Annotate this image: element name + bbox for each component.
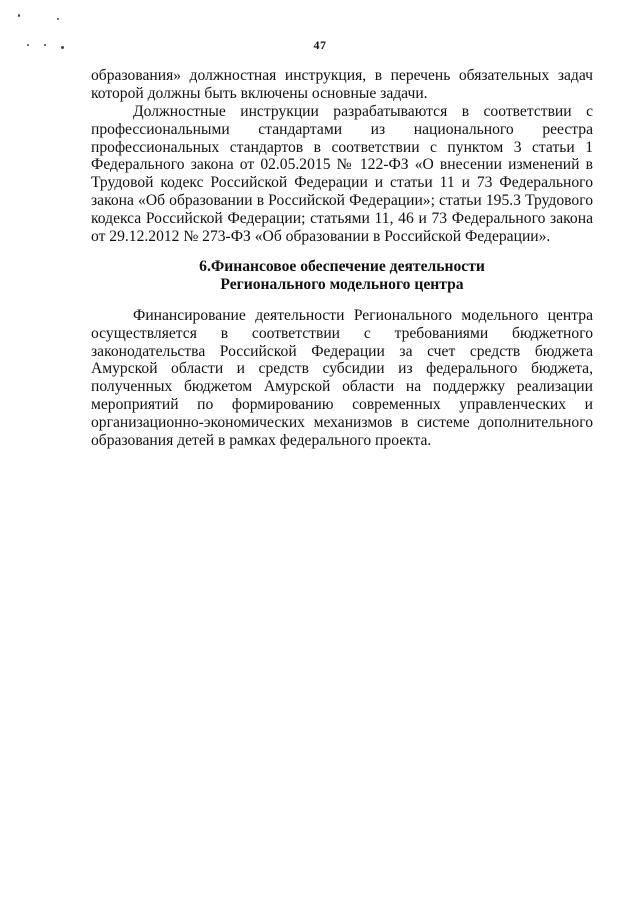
scan-speck [57,18,59,20]
scan-speck [27,44,29,46]
section-heading-line-1: 6.Финансовое обеспечение деятельности [199,258,485,275]
scan-speck [44,44,46,46]
section-heading-line-2: Регионального модельного центра [220,275,464,293]
scan-speck [61,46,64,49]
paragraph-job-descriptions: Должностные инструкции разрабатываются в соответствии с профессиональными стандартами из национального реестра профессиональных стандартов в соответствии с пунктом 3 статьи 1 Федерального закона от 02.05.2015 № 122-ФЗ «О внесении изменений в Трудовой кодекс Российской Федерации и статьи 11 и 73 Федерального закона «Об образовании в Российской Федерации»; статьи 195.3 Трудового кодекса Российской Федерации; статьями 11, 46 и 73 Федерального закона от 29.12.2012 № 273-ФЗ «Об образовании в Российской Федерации». [91,103,593,245]
paragraph-continuation: образования» должностная инструкция, в перечень обязательных задач которой должны быть включены основные задачи. [91,67,593,102]
section-heading [91,258,593,294]
page-number: 47 [313,38,327,52]
scan-speck [18,14,20,17]
paragraph-financing: Финансирование деятельности Регионального модельного центра осуществляется в соответствии с требованиями бюджетного законодательства Российской Федерации за счет средств бюджета Амурской области и средств субсидии из федерального бюджета, полученных бюджетом Амурской области на поддержку реализации мероприятий по формированию современных управленческих и организационно-экономических механизмов в системе дополнительного образования детей в рамках федерального проекта. [91,307,593,449]
